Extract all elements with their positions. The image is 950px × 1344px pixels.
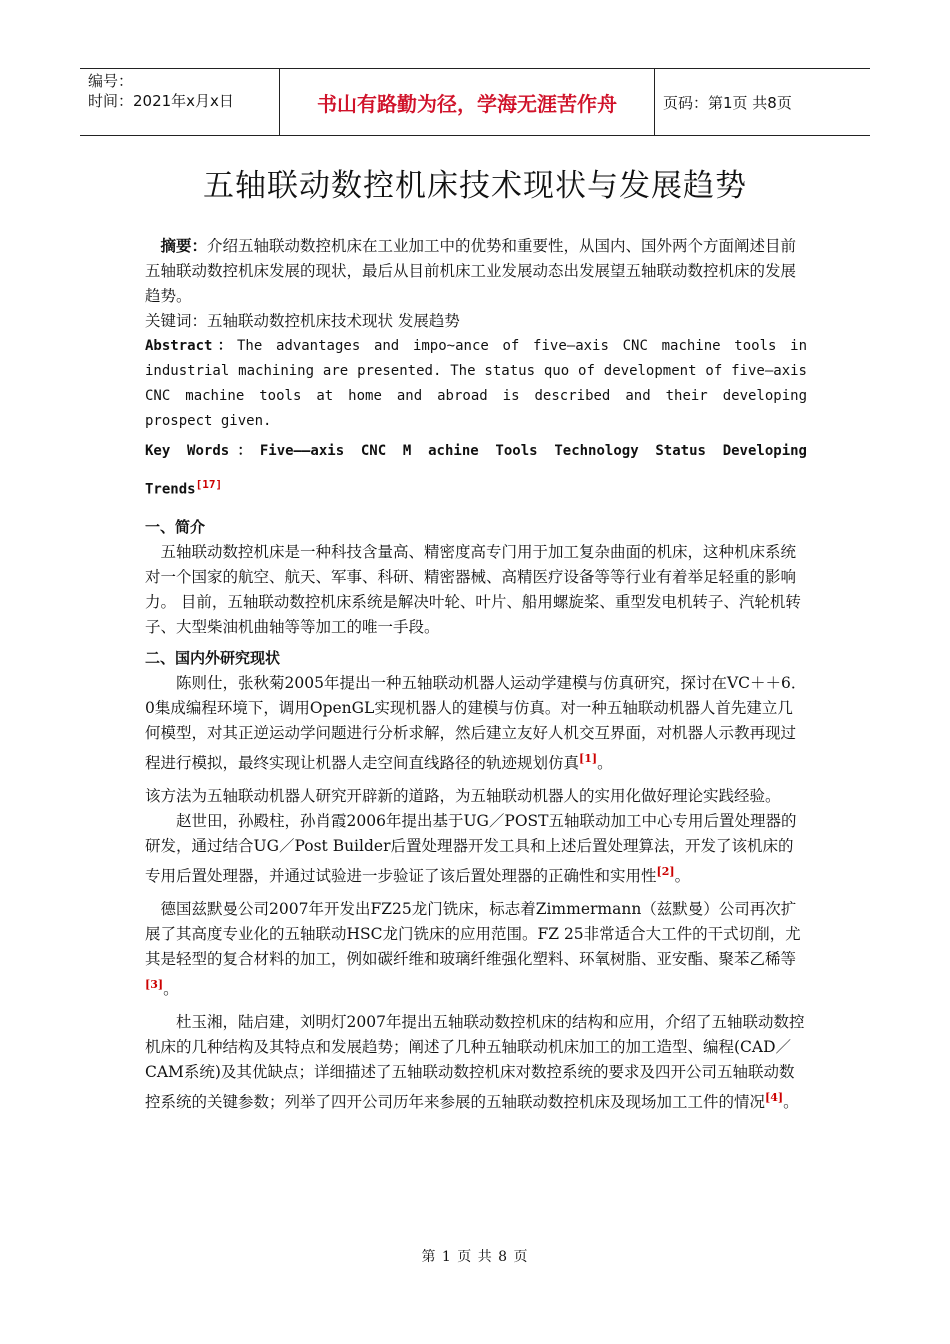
paragraph-4-text: 杜玉湘，陆启建，刘明灯2007年提出五轴联动数控机床的结构和应用，介绍了五轴联动数控机床的几种结构及其特点和发展趋势；阐述了几种五轴联动机床加工的加工造型、编程(CAD／CAM系统)及其优缺点；详细描述了五轴联动数控机床对数控系统的要求及四开公司五轴联动数控系统的关键参数；列举了四开公司历年来参展的五轴联动数控机床及现场加工工件的情况 xyxy=(145,1013,805,1112)
keywords-en xyxy=(145,434,807,507)
abstract-cn-text: 介绍五轴联动数控机床在工业加工中的优势和重要性，从国内、国外两个方面阐述目前五轴联动数控机床发展的现状，最后从目前机床工业发展动态出发展望五轴联动数控机床的发展趋势。 xyxy=(145,237,797,305)
paragraph-2-text: 赵世田，孙殿柱，孙肖霞2006年提出基于UG／POST五轴联动加工中心专用后置处理器的研发，通过结合UG／Post Builder后置处理器开发工具和上述后置处理算法，开发了该机床的专用后置处理器，并通过试验进一步验证了该后置处理器的正确性和实用性 xyxy=(145,811,797,885)
page-number-label: 页码：第1页 共8页 xyxy=(663,93,792,112)
abstract-cn xyxy=(145,233,807,309)
keywords-en-text: Key Words：Five——axis CNC M achine Tools Technology Status Developing Trends xyxy=(145,443,807,498)
document-title: 五轴联动数控机床技术现状与发展趋势 xyxy=(203,168,747,204)
abstract-en xyxy=(145,334,807,434)
document-body xyxy=(145,233,807,1115)
keywords-cn: 关键词：五轴联动数控机床技术现状 发展趋势 xyxy=(145,312,460,330)
page-header xyxy=(80,68,870,136)
paragraph-3-text: 德国兹默曼公司2007年开发出FZ25龙门铣床，标志着Zimmermann（兹默曼）公司再次扩展了其高度专业化的五轴联动HSC龙门铣床的应用范围。FZ 25非常适合大工件的干式切削，尤其是轻型的复合材料的加工，例如碳纤维和玻璃纤维强化塑料、环氧树脂、亚安酯、聚苯乙稀等 xyxy=(145,899,801,968)
page-footer: 第 1 页 共 8 页 xyxy=(421,1249,529,1265)
section-1-paragraph: 五轴联动数控机床是一种科技含量高、精密度高专门用于加工复杂曲面的机床，这种机床系统对一个国家的航空、航天、军事、科研、精密器械、高精医疗设备等等行业有着举足轻重的影响力。 目前，五轴联动数控机床系统是解决叶轮、叶片、船用螺旋桨、重型发电机转子、汽轮机转子、大型柴油机曲轴等等加工的唯一手段。 xyxy=(145,542,801,636)
ref-1: [1] xyxy=(579,751,598,765)
paragraph-1 xyxy=(145,671,807,776)
ref-2: [2] xyxy=(656,864,675,878)
paragraph-1-end: 。 xyxy=(597,753,613,772)
paragraph-4 xyxy=(145,1010,807,1115)
abstract-en-label: Abstract： xyxy=(145,338,237,354)
paragraph-3-end: 。 xyxy=(163,980,179,999)
paragraph-4-end: 。 xyxy=(783,1093,799,1112)
paragraph-1-text: 陈则仕，张秋菊2005年提出一种五轴联动机器人运动学建模与仿真研究，探讨在VC＋＋6．0集成编程环境下，调用OpenGL实现机器人的建模与仿真。对一种五轴联动机器人首先建立几何模型，对其正逆运动学问题进行分析求解，然后建立友好人机交互界面，对机器人示教再现过程进行模拟，最终实现让机器人走空间直线路径的轨迹规划仿真 xyxy=(145,673,807,772)
keywords-en-ref: [17] xyxy=(195,478,223,491)
header-motto: 书山有路勤为径，学海无涯苦作舟 xyxy=(280,69,655,135)
header-meta xyxy=(80,69,280,135)
date-label: 时间：2021年x月x日 xyxy=(88,92,234,110)
ref-4: [4] xyxy=(765,1091,784,1105)
paragraph-1-tail: 该方法为五轴联动机器人研究开辟新的道路，为五轴联动机器人的实用化做好理论实践经验。 xyxy=(145,786,781,805)
paragraph-2 xyxy=(145,809,807,889)
paragraph-2-end: 。 xyxy=(674,866,691,885)
ref-3: [3] xyxy=(145,977,164,991)
number-label: 编号： xyxy=(88,72,134,90)
abstract-en-text: The advantages and impo~ance of five—axis CNC machine tools in industrial machining are presented. The status quo of development of five—axis CNC machine tools at home and abroad is described and their developing prospect given. xyxy=(145,338,807,429)
paragraph-3 xyxy=(145,897,807,1002)
section-1-title: 一、简介 xyxy=(145,517,206,536)
abstract-cn-label: 摘要： xyxy=(160,236,208,255)
section-2-title: 二、国内外研究现状 xyxy=(145,648,281,667)
